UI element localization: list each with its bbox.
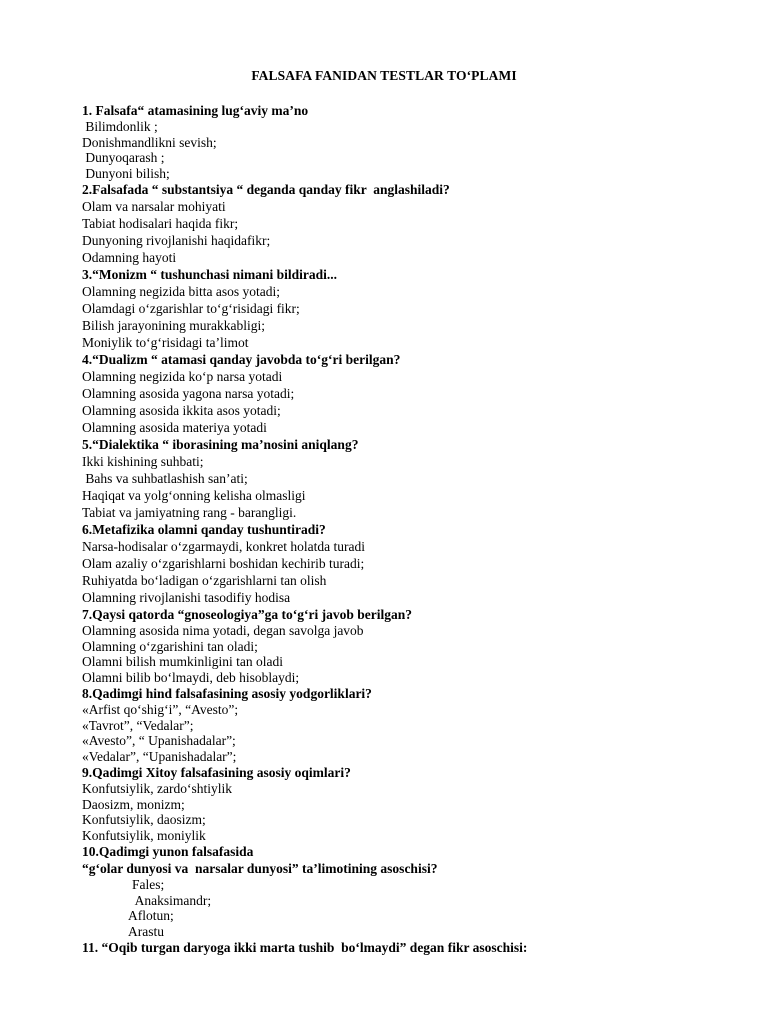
question-text: 5.“Dialektika “ iborasining ma’nosini aniqlang? <box>82 437 359 452</box>
answer-option: Donishmandlikni sevish; <box>82 134 217 150</box>
answer-option: Olamning asosida materiya yotadi <box>82 420 267 435</box>
answer-option: Moniylik to‘g‘risidagi ta’limot <box>82 335 249 350</box>
answer-option: Tabiat hodisalari haqida fikr; <box>82 216 239 231</box>
question-block <box>82 685 722 764</box>
question-block <box>82 606 722 685</box>
answer-option: Olamning asosida ikkita asos yotadi; <box>82 403 281 418</box>
question-block <box>82 764 722 843</box>
question-block <box>82 843 722 939</box>
answer-option: Ruhiyatda bo‘ladigan o‘zgarishlarni tan olish <box>82 573 327 588</box>
question-text: 3.“Monizm “ tushunchasi nimani bildiradi... <box>82 267 338 282</box>
question-block <box>82 266 722 351</box>
answer-option: Ikki kishining suhbati; <box>82 454 204 469</box>
answer-option: Olam azaliy o‘zgarishlarni boshidan kechirib turadi; <box>82 556 365 571</box>
answer-option: Bahs va suhbatlashish san’ati; <box>82 471 248 486</box>
answer-option: «Avesto”, “ Upanishadalar”; <box>82 733 236 748</box>
answer-option: Narsa-hodisalar o‘zgarmaydi, konkret holatda turadi <box>82 539 366 554</box>
question-text: 2.Falsafada “ substantsiya “ deganda qanday fikr anglashiladi? <box>82 182 450 197</box>
question-text: 4.“Dualizm “ atamasi qanday javobda to‘g‘ri berilgan? <box>82 352 401 367</box>
answer-option: Anaksimandr; <box>132 892 212 908</box>
answer-option: Konfutsiylik, moniylik <box>82 827 206 843</box>
answer-option: Bilimdonlik ; <box>82 119 158 134</box>
answer-option: Aflotun; <box>128 908 174 923</box>
answer-option: Haqiqat va yolg‘onning kelisha olmasligi <box>82 488 306 503</box>
answer-option: Olamning asosida yagona narsa yotadi; <box>82 386 295 401</box>
question-text-continued: “g‘olar dunyosi va narsalar dunyosi” ta’limotining asoschisi? <box>82 861 438 876</box>
answer-option: «Vedalar”, “Upanishadalar”; <box>82 748 237 764</box>
question-text: 11. “Oqib turgan daryoga ikki marta tushib bo‘lmaydi” degan fikr asoschisi: <box>82 940 528 955</box>
question-block <box>82 436 722 521</box>
question-text: 9.Qadimgi Xitoy falsafasining asosiy oqimlari? <box>82 765 351 780</box>
question-block <box>82 102 722 181</box>
answer-option: Olamni bilib bo‘lmaydi, deb hisoblaydi; <box>82 669 300 685</box>
document-title: FALSAFA FANIDAN TESTLAR TO‘PLAMI <box>251 68 517 83</box>
question-text: 7.Qaysi qatorda “gnoseologiya”ga to‘g‘ri javob berilgan? <box>82 607 412 622</box>
answer-option: Olamning negizida bitta asos yotadi; <box>82 284 280 299</box>
question-text: 1. Falsafa“ atamasining lug‘aviy ma’no <box>82 103 309 118</box>
answer-option: Olamning rivojlanishi tasodifiy hodisa <box>82 590 291 605</box>
answer-option: Dunyoqarash ; <box>82 150 165 165</box>
answer-option: Arastu <box>128 923 164 939</box>
answer-option: Odamning hayoti <box>82 250 177 265</box>
question-block <box>82 521 722 606</box>
answer-option: Daosizm, monizm; <box>82 796 185 812</box>
answer-option: Konfutsiylik, zardo‘shtiylik <box>82 781 232 796</box>
answer-option: Olamni bilish mumkinligini tan oladi <box>82 654 283 669</box>
answer-option: «Arfist qo‘shig‘i”, “Avesto”; <box>82 702 239 717</box>
answer-option: Dunyoni bilish; <box>82 165 170 181</box>
answer-option: «Tavrot”, “Vedalar”; <box>82 717 194 733</box>
answer-option: Dunyoning rivojlanishi haqidafikr; <box>82 233 271 248</box>
answer-option: Olam va narsalar mohiyati <box>82 199 226 214</box>
question-text: 8.Qadimgi hind falsafasining asosiy yodgorliklari? <box>82 686 372 701</box>
answer-option: Fales; <box>132 877 165 892</box>
question-block <box>82 939 722 956</box>
answer-option: Konfutsiylik, daosizm; <box>82 812 206 827</box>
answer-option: Olamning asosida nima yotadi, degan savolga javob <box>82 623 364 638</box>
test-list <box>82 102 722 956</box>
answer-option: Olamning o‘zgarishini tan oladi; <box>82 638 258 654</box>
question-block <box>82 181 722 266</box>
answer-option: Olamdagi o‘zgarishlar to‘g‘risidagi fikr; <box>82 301 300 316</box>
question-text: 10.Qadimgi yunon falsafasida <box>82 844 254 859</box>
answer-option: Tabiat va jamiyatning rang - barangligi. <box>82 505 297 520</box>
answer-option: Olamning negizida ko‘p narsa yotadi <box>82 369 283 384</box>
question-block <box>82 351 722 436</box>
answer-option: Bilish jarayonining murakkabligi; <box>82 318 265 333</box>
question-text: 6.Metafizika olamni qanday tushuntiradi? <box>82 522 326 537</box>
